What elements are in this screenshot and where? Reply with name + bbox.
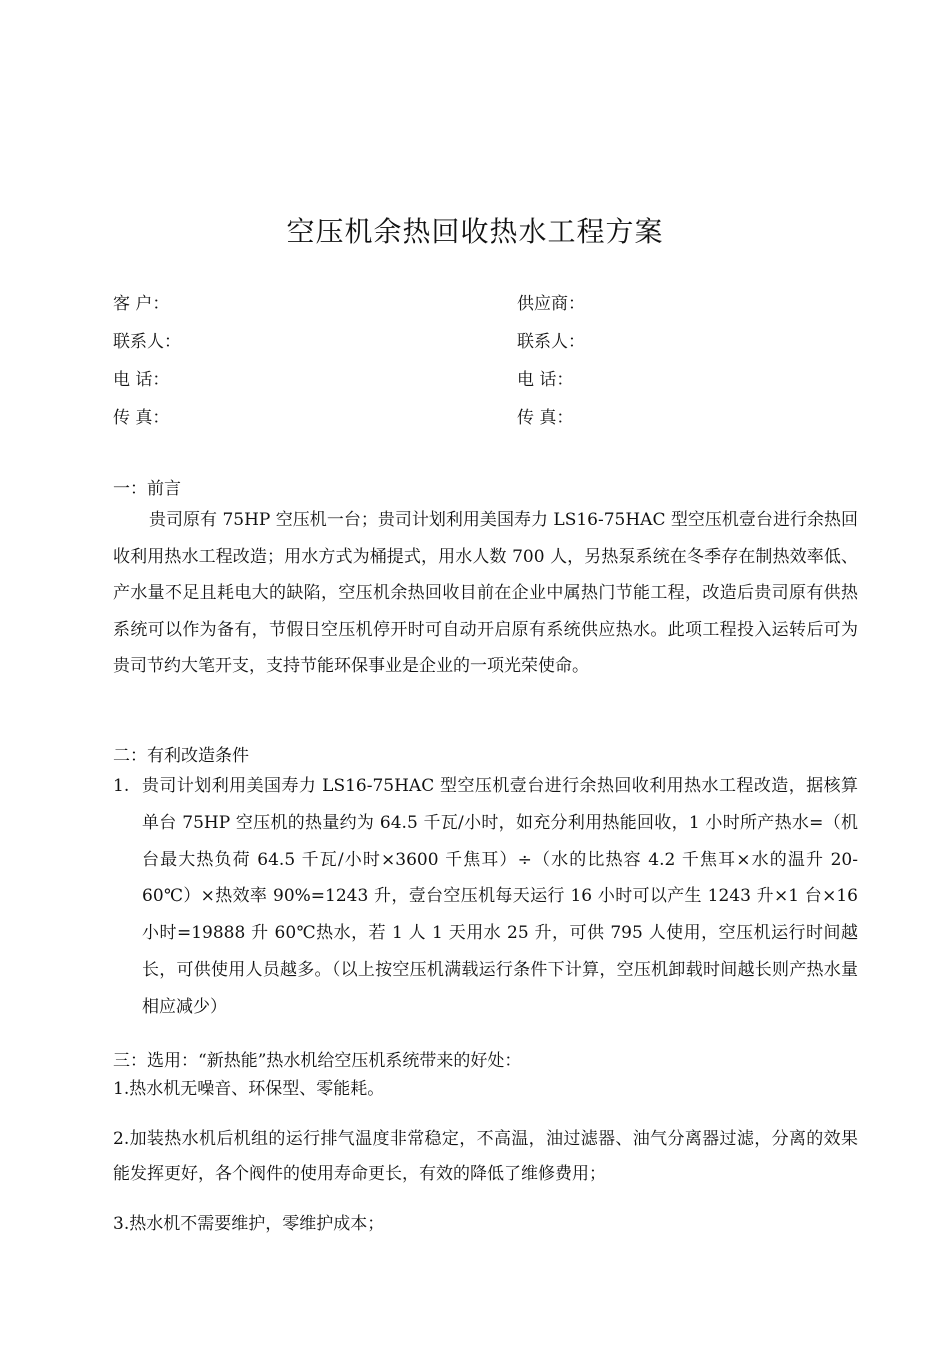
section-heading-preface: 一：前言 (113, 479, 181, 499)
list-item-text: 贵司计划利用美国寿力 LS16-75HAC 型空压机壹台进行余热回收利用热水工程改造，据核算单台 75HP 空压机的热量约为 64.5 千瓦/小时，如充分利用热能回收，1 小时所产热水=（机台最大热负荷 64.5 千瓦/小时×3600 千焦耳）÷（水的比热容 4.2 千焦耳×水的温升 20-60℃）×热效率 90%=1243 升，壹台空压机每天运行 16 小时可以产生 1243 升×1 台×16 小时=19888 升 60℃热水，若 1 人 1 天用水 25 升，可供 795 人使用，空压机运行时间越长，可供使用人员越多。（以上按空压机满载运行条件下计算，空压机卸载时间越长则产热水量相应减少） (142, 776, 858, 1017)
benefit-item: 1.热水机无噪音、环保型、零能耗。 (113, 1079, 385, 1099)
benefit-item: 3.热水机不需要维护，零维护成本； (113, 1214, 385, 1234)
section-heading-conditions: 二：有利改造条件 (113, 746, 249, 766)
conditions-list-item (113, 768, 858, 1026)
supplier-label: 供应商： (517, 294, 585, 314)
customer-label: 客 户： (113, 294, 170, 314)
supplier-contact-label: 联系人： (517, 332, 585, 352)
supplier-phone-label: 电 话： (517, 370, 574, 390)
preface-paragraph: 贵司原有 75HP 空压机一台；贵司计划利用美国寿力 LS16-75HAC 型空压机壹台进行余热回收利用热水工程改造；用水方式为桶提式，用水人数 700 人，另热泵系统在冬季存在制热效率低、产水量不足且耗电大的缺陷，空压机余热回收目前在企业中属热门节能工程，改造后贵司原有供热系统可以作为备有，节假日空压机停开时可自动开启原有系统供应热水。此项工程投入运转后可为贵司节约大笔开支，支持节能环保事业是企业的一项光荣使命。 (113, 510, 858, 676)
customer-fax-label: 传 真： (113, 408, 170, 428)
list-item-number: 1. (113, 776, 130, 796)
benefit-item: 2.加装热水机后机组的运行排气温度非常稳定，不高温，油过滤器、油气分离器过滤，分离的效果能发挥更好，各个阀件的使用寿命更长，有效的降低了维修费用； (113, 1129, 858, 1184)
supplier-fax-label: 传 真： (517, 408, 574, 428)
customer-contact-label: 联系人： (113, 332, 181, 352)
section-heading-benefits: 三：选用：“新热能”热水机给空压机系统带来的好处： (113, 1051, 522, 1071)
customer-phone-label: 电 话： (113, 370, 170, 390)
document-title: 空压机余热回收热水工程方案 (286, 215, 664, 248)
